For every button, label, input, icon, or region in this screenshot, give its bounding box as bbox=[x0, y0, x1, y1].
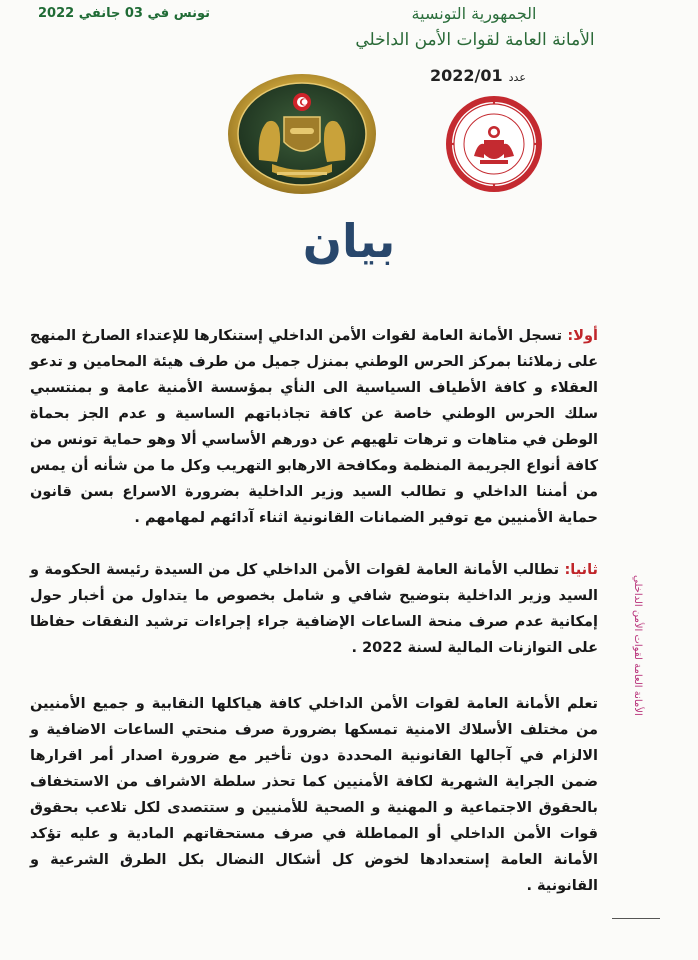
paragraph-first-text: تسجل الأمانة العامة لقوات الأمن الداخلي إستنكارها للإعتداء الصارخ المنهج على زملائنا بمركز الحرس الوطني بمنزل جميل من طرف هيئة المحامين و تدعو العقلاء و كافة الأطياف السياسية الى النأي بمؤسسة الأمنية عامة و بمنتسبي سلك الحرس الوطني خاصة عن كافة تجاذباتهم الساسية و عدم الجز بحماة الوطن في متاهات و ترهات تلهيهم عن دورهم الأساسي ألا وهو حماية تونس من كافة أنواع الجريمة المنظمة ومكافحة الارهابو التهريب وكل ما من شأنه أن يمس من أمننا الداخلي و تطالب السيد وزير الداخلية بضرورة الاسراع بسن قانون حماية الأمنيين مع توفير الضمانات القانونية اثناء آدائهم لمهامهم . bbox=[30, 327, 598, 526]
organization-name: الأمانة العامة لقوات الأمن الداخلي bbox=[355, 30, 595, 50]
document-title: بيان bbox=[302, 214, 396, 268]
paragraph-third bbox=[30, 691, 598, 899]
reference-value: 2022/01 bbox=[430, 66, 503, 85]
document-date: تونس في 03 جانفي 2022 bbox=[38, 6, 210, 21]
reference-label: عدد bbox=[508, 71, 526, 84]
signature-line bbox=[612, 918, 660, 919]
side-stamp-text: الأمانة العامة لقوات الأمن الداخلي bbox=[632, 574, 643, 716]
paragraph-second bbox=[30, 557, 598, 661]
paragraph-second-text: تطالب الأمانة العامة لقوات الأمن الداخلي كل من السيدة رئيسة الحكومة و السيد وزير الداخلية بتوضيح شافي و شامل بخصوص ما يتداول من أخبار حول إمكانية عدم صرف منحة الساعات الإضافية جراء إجراءات ترشيد النفقات حفاظا على التوازنات المالية لسنة 2022 . bbox=[30, 561, 598, 656]
reference-number bbox=[430, 66, 526, 85]
republic-heading: الجمهورية التونسية bbox=[411, 4, 537, 23]
organization-seal-icon bbox=[444, 94, 544, 194]
paragraph-third-text: تعلم الأمانة العامة لقوات الأمن الداخلي كافة هياكلها النقابية و جميع الأمنيين من مختلف الأسلاك الامنية تمسكها بضرورة صرف منحتي الساعات الاضافية و الالزام في آجالها القانونية المحددة دون تأخير مع ضرورة اصدار أمر اقرارها ضمن الجراية الشهرية لكافة الأمنيين كما تحذر سلطة الاشراف من الاستخفاف بالحقوق الاجتماعية و المهنية و الصحية للأمنيين و ستتصدى لكل تلاعب بحقوق قوات الأمن الداخلي أو المماطلة في صرف مستحقاتهم المادية و عليه تؤكد الأمانة العامة إستعدادها لخوض كل أشكال النضال بكل الطرق الشرعية و القانونية . bbox=[30, 695, 598, 894]
organization-emblem-icon bbox=[227, 72, 377, 196]
paragraph-first bbox=[30, 323, 598, 531]
paragraph-second-lead: ثانيا: bbox=[564, 561, 598, 578]
paragraph-first-lead: أولا: bbox=[567, 327, 598, 344]
